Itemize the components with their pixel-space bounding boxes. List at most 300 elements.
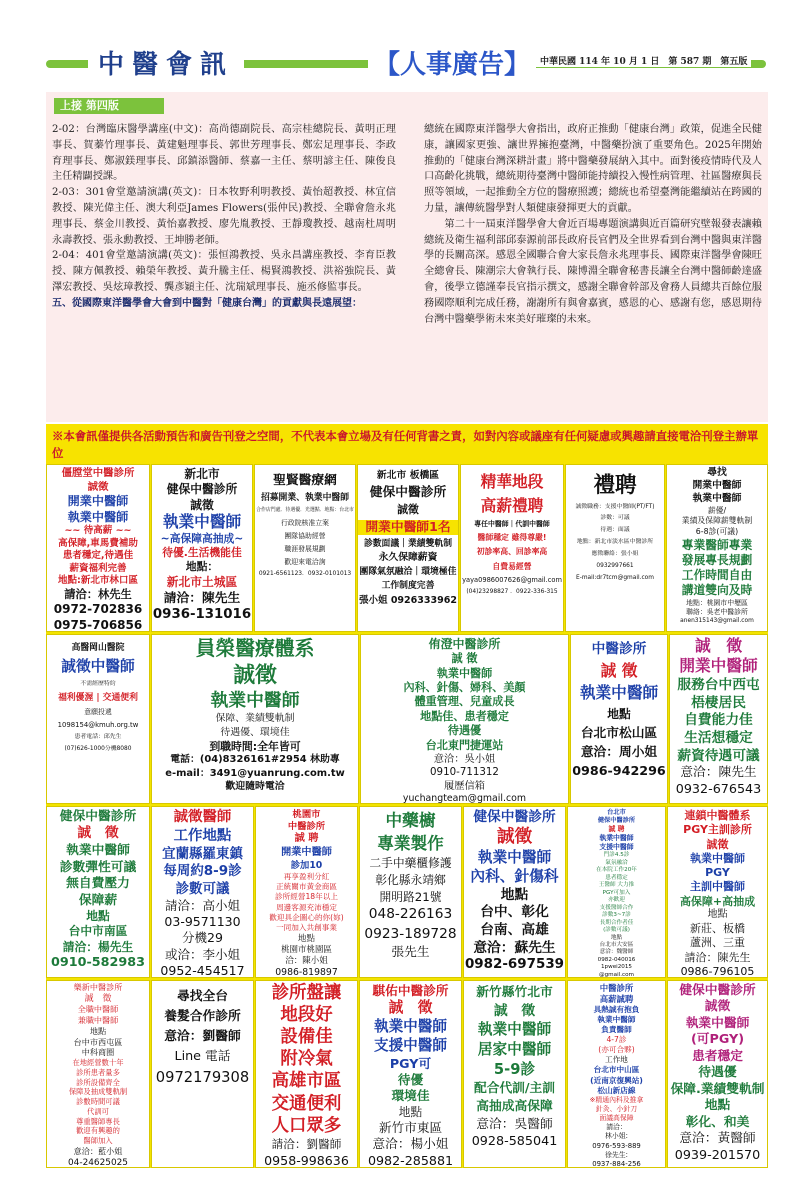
ad-text-line: 聯絡：吳老中醫診所: [686, 608, 748, 617]
ad-23-recruitment-ad: [359, 980, 462, 1168]
ad-text-line: 待遇：面議: [600, 527, 630, 534]
ad-text-line: 0982-285881: [367, 1152, 454, 1168]
ad-text-line: 意洽：楊小姐: [372, 1136, 449, 1152]
ad-text-line: @gmail.com: [599, 971, 634, 978]
ad-text-line: 健保中醫診所: [679, 983, 756, 998]
ad-text-line: 台北市松山區: [580, 724, 658, 740]
ad-text-line: 意洽：藍小姐: [73, 1145, 123, 1156]
ad-text-line: 意洽：周小姐: [580, 743, 658, 759]
ad-text-line: 地點:新北市林口區: [58, 575, 138, 587]
ad-text-line: 地點: [500, 886, 529, 903]
ad-text-line: 新北市 板橋區: [376, 470, 440, 482]
ad-text-line: 高醫岡山醫院: [71, 643, 125, 653]
ad-text-line: 請洽：劉醫師: [271, 1136, 342, 1151]
ad-text-line: 診所患者量多: [76, 1067, 120, 1077]
ad-21-recruitment-ad: [151, 980, 254, 1168]
ad-text-line: 意洽：陳先生: [680, 765, 757, 781]
ad-text-line: 意洽：吳醫師: [476, 1116, 553, 1132]
ad-text-line: yaya0986007626@gmail.com: [462, 575, 562, 584]
ad-text-line: 台北市中山區: [593, 1065, 640, 1075]
ad-text-line: (07)626-1000分機8080: [64, 745, 132, 752]
ad-text-line: 健保中醫診所: [166, 482, 238, 497]
ad-11-recruitment-ad: [570, 634, 668, 804]
ad-24-recruitment-ad: [463, 980, 566, 1168]
ad-text-line: 福利優渥 | 交通便利: [58, 692, 138, 703]
ad-text-line: 應徵聯絡：張小姐: [591, 551, 639, 558]
ad-text-line: 誠徵: [87, 480, 109, 493]
ad-text-line: 醫師加入: [83, 1136, 113, 1146]
ad-text-line: 0932997661: [596, 562, 634, 569]
ad-text-line: 請洽：: [606, 1123, 627, 1132]
ad-text-line: 員榮醫療體系: [195, 637, 315, 661]
ad-text-line: 患者穩定: [692, 1048, 743, 1064]
ad-text-line: 薪資福利完善: [69, 562, 127, 574]
article-paragraph: 2-03：301會堂邀請演講(英文)：日本牧野利明教授、黃怡超教授、林宜信教授、陳光偉主任、澳大利亞James Flowers(張仲民)教授、全聯會詹永兆理事長、蔡金川教授、黃怡嘉教授、廖先胤教授、王靜瓊教授、越南杜周明永壽教授、張永勳教授、王坤勝老師。: [52, 187, 396, 246]
ad-text-line: 台南、高雄: [480, 921, 549, 938]
ad-text-line: 尊重醫師專長: [76, 1116, 120, 1126]
ad-text-line: 合作店門處．待遇優．光選點．地點：台北市: [256, 507, 354, 514]
ad-text-line: PGY: [705, 866, 730, 880]
ad-text-line: 地點: [607, 706, 631, 721]
ad-text-line: 高雄市區: [271, 1071, 342, 1092]
ad-text-line: 歡迎有興趣的: [76, 1126, 120, 1136]
ad-text-line: 再享盈利分紅: [283, 872, 330, 882]
ad-text-line: 誠徵醫師: [173, 809, 232, 825]
ad-text-line: 0958-998636: [264, 1152, 349, 1168]
ad-text-line: 林小姐:: [605, 1132, 628, 1141]
ad-text-line: 誠 徵: [84, 993, 112, 1004]
ad-text-line: 意願投遞: [84, 708, 112, 717]
article-left-column: [52, 122, 396, 312]
ad-text-line: 每周約8-9診: [163, 863, 242, 880]
ad-text-line: 歡迎具企圖心的你(妳): [269, 912, 344, 922]
ad-text-line: 工作時間自由: [681, 568, 753, 583]
ad-25-recruitment-ad: [567, 980, 666, 1168]
ad-text-line: 具熱誠有抱負: [593, 1005, 640, 1014]
ad-text-line: 0986-796105: [680, 965, 755, 978]
ad-text-line: 團隊協助經營: [284, 532, 326, 541]
ad-3-recruitment-ad: [254, 464, 356, 632]
ad-text-line: 台北東門捷運站: [425, 738, 504, 752]
ad-text-line: 0928-585041: [471, 1134, 558, 1150]
ad-text-line: 保障薪: [78, 892, 118, 908]
ad-text-line: 0921-6561123．0932-0101013: [258, 571, 352, 578]
ad-text-line: 健保中醫診所: [473, 809, 556, 825]
ad-text-line: 交通便利: [271, 1093, 342, 1114]
ad-text-line: 診所經營18年以上: [275, 892, 338, 902]
ad-text-line: 到職時間:全年皆可: [209, 739, 301, 753]
ad-text-line: 地段好: [280, 1005, 333, 1026]
ad-text-line: 新北市土城區: [166, 575, 238, 590]
ad-text-line: 梧棲居民: [691, 694, 746, 711]
ad-text-line: 診數：可議: [600, 515, 630, 522]
ad-text-line: 歡迎來電洽詢: [284, 558, 326, 567]
ad-text-line: 高保障+高抽成: [679, 894, 756, 908]
ad-text-line: 意洽：蘇先生: [473, 939, 556, 956]
ad-20-recruitment-ad: [46, 980, 150, 1168]
ad-text-line: 電話：(04)8326161#2954 林助專: [170, 754, 340, 766]
article-paragraph: 2-04：401會堂邀請演講(英文)：張恒鴻教授、吳永昌講座教授、李育臣教授、陳方佩教授、賴榮年教授、黃升騰主任、楊賢鴻教授、洪裕強院長、黃澤宏教授、吳炫璋教授、龔彥穎主任、沈瑞斌理事長、施丞修監事長。: [52, 250, 396, 293]
ad-text-line: 支援中醫師: [599, 843, 634, 852]
ad-text-line: 請洽：陳先生: [684, 950, 751, 964]
article-paragraph: 總統在國際東洋醫學大會指出，政府正推動「健康台灣」政策，促進全民健康，讓國家更強、讓世界擁抱臺灣，中醫藥扮演了重要角色。2025年開始推動的「健康台灣深耕計畫」將中醫藥發展納入其中。面對後疫情時代及人口高齡化挑戰，總統期待臺灣中醫師能持續投入慢性病管理、社區醫療與長照等領域，一起推動全方位的醫療照護；總統也希望臺灣能繼續站在跨國的力量，讓傳統醫學對人類健康發揮更大的貢獻。: [424, 124, 762, 214]
ad-text-line: 誠 徵: [493, 1002, 536, 1019]
ad-text-line: 執業中醫師: [436, 666, 493, 680]
ad-text-line: 醫師穩定 雖得尊嚴!: [477, 533, 547, 543]
ad-15-recruitment-ad: [255, 806, 358, 978]
ad-text-line: 高抽成高保障: [476, 1098, 553, 1114]
ad-text-line: 蘆洲、三重: [690, 936, 745, 950]
ad-text-line: 周邊客源充沛穩定: [276, 902, 337, 912]
masthead: [46, 40, 766, 84]
ad-1-recruitment-ad: [46, 464, 150, 632]
ad-text-line: 048-226163: [368, 906, 453, 923]
ad-text-line: 地點: [610, 934, 623, 941]
ad-text-line: 執業中醫師: [579, 683, 659, 703]
ad-text-line: 負責醫師: [601, 1025, 632, 1035]
ad-text-line: 薪資待遇可議: [677, 747, 760, 764]
ad-text-line: 1098154@kmuh.org.tw: [57, 721, 139, 730]
ad-text-line: 待遇優: [698, 1065, 737, 1081]
ad-text-line: 開明路21號: [379, 889, 442, 904]
ad-text-line: 0910-582983: [51, 954, 145, 970]
article-right-column: [424, 122, 762, 327]
ad-text-line: 兼職中醫師: [77, 1015, 119, 1026]
ad-text-line: 1pwei2015: [600, 964, 632, 971]
ad-text-line: 請洽：林先生: [64, 587, 132, 601]
ad-6-recruitment-ad: [565, 464, 665, 632]
ad-text-line: 誠 徵: [77, 825, 119, 842]
ad-text-line: 0923-189728: [364, 925, 457, 942]
ad-text-line: Line 電話: [174, 1049, 231, 1065]
ad-text-line: E-mail:dr7tcm@gmail.com: [576, 574, 654, 581]
ad-text-line: 侑澄中醫診所: [428, 637, 501, 651]
ad-text-line: (近南京復興站): [590, 1075, 643, 1085]
disclaimer-notice: ※本會訊僅提供各活動預告和廣告刊登之空間，不代表本會立場及有任何背書之責，如對內容或議座有任何疑慮或興趣請直接電洽刊登主辦單位: [46, 424, 768, 464]
ad-text-line: 0972-702836: [53, 602, 143, 617]
ad-text-line: 誠徵: [706, 837, 729, 851]
ad-text-line: 支援中醫師: [373, 1036, 448, 1054]
ad-text-line: 主訓中醫師: [690, 880, 745, 894]
ad-text-line: 待優.生活機能佳: [162, 546, 242, 560]
ad-16-recruitment-ad: [359, 806, 462, 978]
ad-text-line: 團隊氣氛融洽｜環境極佳: [359, 567, 457, 578]
ad-12-recruitment-ad: [669, 634, 768, 804]
ad-text-line: 支援醫師合作: [599, 904, 634, 911]
ad-text-line: 患者穩定,待遇佳: [62, 550, 134, 562]
ad-text-line: 待優: [397, 1071, 424, 1087]
ad-text-line: 誠 聘: [608, 825, 625, 834]
ad-text-line: 內科、針傷科: [470, 867, 559, 885]
ad-text-line: yuchangteam@gmail.com: [402, 792, 527, 804]
ad-text-line: 開業中醫師: [679, 655, 758, 675]
ad-text-line: 聖賢醫療網: [273, 473, 337, 488]
ad-text-line: 新莊、板橋: [690, 922, 745, 936]
ad-text-line: 新竹市東區: [378, 1119, 443, 1135]
ad-text-line: 誠徵: [233, 662, 277, 688]
ad-text-line: 正統關市黃金商區: [276, 882, 337, 892]
ad-text-line: 請洽：高小姐: [164, 898, 241, 914]
ad-text-line: 代訓可: [87, 1106, 109, 1116]
ad-8-recruitment-ad: [46, 634, 150, 804]
newsletter-title: 中醫會訊: [88, 44, 244, 81]
ad-text-line: 開業中醫師: [692, 479, 742, 491]
ad-text-line: 專業醫師專業: [681, 537, 753, 552]
ad-text-line: 地點: [707, 908, 728, 920]
ad-text-line: 健保中醫診所: [369, 485, 447, 501]
ad-text-line: 執業中醫師: [162, 511, 242, 531]
ad-text-line: 誠 徵: [451, 652, 478, 666]
ad-text-line: PGY主訓診所: [683, 823, 752, 837]
ad-text-line: 意洽：黃醫師: [679, 1131, 756, 1147]
ad-text-line: 0982-040016: [597, 956, 636, 963]
ad-text-line: 自費易經營: [492, 561, 532, 571]
ad-text-line: 高薪禮聘: [480, 495, 544, 515]
ad-text-line: 新北市: [184, 467, 220, 481]
ad-text-line: 執業中醫師: [599, 834, 634, 843]
ad-text-line: 發展專長規劃: [681, 552, 753, 567]
ad-text-line: 或洽：李小姐: [164, 946, 241, 962]
ad-text-line: 台中、彰化: [480, 904, 549, 921]
ad-22-recruitment-ad: [255, 980, 358, 1168]
ad-18-recruitment-ad: [567, 806, 666, 978]
ad-text-line: 宜蘭縣羅東鎮: [162, 846, 243, 863]
ad-text-line: 新竹縣竹北市: [476, 984, 553, 1000]
ad-text-line: 4-7診: [606, 1035, 627, 1045]
ad-text-line: 尋找全台: [177, 989, 228, 1004]
ad-text-line: 誠徵: [190, 497, 214, 512]
ad-text-line: 0972179308: [155, 1069, 250, 1087]
ad-text-line: 03-9571130: [164, 914, 241, 930]
ad-text-line: 診加10: [290, 859, 323, 871]
ad-text-line: 中醫診所: [287, 821, 326, 833]
ad-text-line: 0932-676543: [675, 781, 762, 797]
ad-text-line: 二手中藥櫃修護: [369, 856, 452, 871]
ad-text-line: 一同加入共創事業: [276, 922, 337, 932]
ad-text-line: PGY可: [389, 1055, 432, 1071]
ad-text-line: 在地經營數十年: [72, 1058, 124, 1068]
ad-text-line: 執業中醫師: [477, 848, 552, 866]
ad-text-line: 開業中醫師: [67, 494, 129, 509]
ad-text-line: 執業中醫師: [66, 843, 130, 859]
ad-text-line: 地點：桃園市中壢區: [686, 598, 748, 607]
ad-text-line: 工作地點: [173, 827, 232, 844]
ad-19-recruitment-ad: [667, 806, 768, 978]
ad-text-line: 工作制度完善: [381, 581, 435, 592]
article-paragraph: 第二十一屆東洋醫學會大會近百場專題演講與近百篇研究壁報發表讓賴總統及衛生福利部邱泰源前部長政府長官們及全世界看到台灣中醫與東洋醫學的長關高深。感恩全國聯合會大家長詹永兆理事長、國際東洋醫學會陳旺全總會長、陳潮宗大會執行長、陳博淵全聯會秘書長讓全台灣中醫師齡達盛會，後學立德謹奉長官指示撰文，感謝全聯會幹部及會務人員總共百餘位服務國際順利完成任務，謝謝所有與會嘉賓，感恩的心、感謝有您，感恩期待台灣中醫藥學術未來美好璀璨的未來。: [424, 218, 762, 325]
ad-text-line: (可PGY): [690, 1032, 745, 1048]
ads-grid: [46, 464, 768, 1168]
ad-text-line: 地點: [398, 1104, 423, 1119]
ad-text-line: 執業中醫師: [477, 1021, 552, 1039]
ad-text-line: 保障及抽成雙軌制: [68, 1087, 128, 1097]
ad-text-line: 人口眾多: [271, 1115, 342, 1136]
ad-text-line: 附冷氣: [280, 1049, 333, 1070]
ad-text-line: e-mail：3491@yuanrung.com.tw: [165, 767, 345, 779]
ad-text-line: 診數3~7診: [602, 912, 631, 919]
ad-text-line: 5-9診: [493, 1061, 536, 1079]
article-paragraph: 五、從國際東洋醫學會大會到中醫對「健康台灣」的貢獻與長遠展望：: [52, 297, 362, 309]
continued-tag: 上接 第四版: [54, 98, 164, 114]
ad-text-line: 台中市西屯區: [73, 1036, 123, 1047]
ad-text-line: ※精通內科及推拿: [589, 1095, 644, 1104]
ad-text-line: 業績及保障薪雙軌制: [681, 516, 753, 526]
ad-text-line: 待遇優: [447, 724, 482, 738]
ad-text-line: 意洽：魏醫師: [599, 949, 634, 956]
ad-text-line: 養髮合作診所: [164, 1009, 241, 1025]
ad-text-line: 職涯發展規劃: [284, 545, 326, 554]
ad-text-line: ~高保障高抽成~: [160, 531, 244, 545]
ad-text-line: 0976-593-889: [592, 1141, 641, 1150]
ad-text-line: 招募開業、執業中醫師: [260, 493, 350, 504]
issue-meta: 中華民國 114 年 10 月 1 日 第 587 期 第五版: [536, 54, 751, 67]
ad-text-line: 執業中醫師: [373, 1018, 448, 1036]
ad-text-line: (04)23298827 ．0922-336-315: [466, 588, 558, 595]
ad-text-line: 0986-942296: [572, 763, 666, 779]
ad-text-line: 面議高保障: [599, 1114, 634, 1123]
ad-text-line: 服務台中西屯: [677, 676, 760, 693]
ad-17-recruitment-ad: [463, 806, 566, 978]
ad-text-line: 台中市南區: [68, 924, 128, 939]
ad-text-line: 0952-454517: [160, 962, 245, 978]
ad-text-line: 誠 徵: [600, 660, 638, 680]
ad-13-recruitment-ad: [46, 806, 150, 978]
ad-text-line: 騏佑中醫診所: [372, 983, 449, 998]
ad-text-line: 誠徵: [496, 826, 533, 847]
ad-text-line: 講道雙向及時: [681, 583, 753, 598]
ad-text-line: 環境佳: [391, 1088, 430, 1104]
section-title: 【人事廣告】: [368, 44, 536, 81]
ad-text-line: 針灸、小針刀: [595, 1104, 638, 1113]
ad-text-line: 執業中醫師: [597, 1015, 636, 1025]
ad-text-line: 專業製作: [377, 833, 444, 853]
ad-text-line: 0939-201570: [674, 1147, 761, 1163]
ad-5-recruitment-ad: [460, 464, 564, 632]
ad-text-line: 永久保障薪資: [378, 552, 438, 564]
ad-text-line: 請洽：陳先生: [163, 590, 241, 606]
ad-text-line: 意洽：劉醫師: [164, 1029, 241, 1045]
ad-text-line: 分機29: [182, 930, 223, 946]
ad-text-line: 請洽：楊先生: [62, 939, 134, 954]
ad-4-recruitment-ad: [357, 464, 459, 632]
ad-text-line: 中醫診所: [591, 641, 647, 658]
ad-text-line: 患者穩定: [605, 874, 628, 881]
ad-text-line: 長期合作者佳: [599, 919, 634, 926]
ad-text-line: 意洽：吳小姐: [433, 752, 496, 765]
ad-text-line: 待遇優、環境佳: [220, 726, 290, 738]
ad-text-line: 0975-706856: [53, 617, 143, 632]
ad-text-line: 內科、針傷、婦科、美顏: [403, 681, 526, 695]
ad-text-line: 健保中醫診所: [59, 809, 137, 824]
ad-text-line: 不需經歷特約: [80, 680, 116, 687]
ad-text-line: 中藥櫥: [385, 811, 436, 831]
ad-text-line: ~~ 待高薪 ~~: [64, 525, 132, 537]
ad-2-recruitment-ad: [151, 464, 253, 632]
ad-text-line: 彰化、和美: [685, 1114, 750, 1130]
ad-text-line: 開業中醫師: [281, 846, 332, 858]
ad-text-line: 地點：新北市淡水區中醫診所: [576, 539, 654, 546]
ad-text-line: 尋找: [707, 467, 727, 478]
ad-text-line: 04-24625025: [68, 1157, 128, 1168]
ad-text-line: 0936-131016: [152, 607, 252, 623]
ad-text-line: 在本院工作20年: [596, 867, 637, 874]
ad-text-line: 初診率高、回診率高: [476, 547, 548, 557]
ad-text-line: 洽：陳小姐: [285, 955, 328, 966]
ad-text-line: 地點: [298, 933, 315, 944]
ad-text-line: 張小姐 0926333962: [358, 594, 458, 606]
ad-text-line: 禮聘: [593, 473, 637, 498]
ad-text-line: 地點: [89, 1025, 107, 1036]
ad-text-line: 王醫師 大力推: [598, 882, 635, 889]
ad-26-recruitment-ad: [667, 980, 768, 1168]
ad-text-line: 徐先生:: [605, 1150, 628, 1159]
ad-text-line: 樂新中醫診所: [73, 982, 123, 992]
ad-text-line: 地點: [86, 909, 110, 924]
ad-text-line: 履歷信箱: [443, 779, 485, 792]
ad-text-line: 0937-884-256: [592, 1159, 641, 1168]
article-panel: [46, 92, 768, 422]
ad-text-line: 執業中醫師: [67, 509, 129, 524]
ad-14-recruitment-ad: [151, 806, 254, 978]
ad-text-line: 誠徵: [704, 999, 731, 1015]
ad-text-line: 誠 徵: [388, 999, 433, 1017]
ad-text-line: 開業中醫師1名: [358, 520, 458, 535]
ad-text-line: 僵膛堂中醫診所: [61, 467, 135, 479]
ad-text-line: 0986-819897: [275, 966, 338, 978]
ad-text-line: 工作地: [605, 1055, 628, 1065]
ad-text-line: 6-8診(可議): [695, 527, 739, 536]
ad-text-line: 誠徵職務：支援中醫師(PT/FT): [575, 503, 655, 510]
ad-text-line: 氣氛融洽: [605, 859, 628, 866]
ad-text-line: 健保中醫診所: [597, 817, 636, 825]
ad-text-line: 執業中醫師: [210, 690, 300, 712]
ad-text-line: 體重管理、兒童成長: [414, 695, 515, 709]
ad-text-line: 行政院核准立案: [280, 519, 329, 528]
ad-text-line: (亦可合夥): [598, 1045, 635, 1055]
ad-text-line: 張先生: [391, 944, 430, 960]
ad-text-line: 保障.業績雙軌制: [670, 1081, 765, 1097]
ad-text-line: 專任中醫師｜代訓中醫師: [474, 520, 550, 529]
ad-text-line: 桃園市桃園區: [281, 944, 332, 955]
ad-text-line: 中科商圈: [81, 1047, 115, 1058]
ad-text-line: anen315143@gmail.com: [680, 617, 754, 624]
ad-text-line: 亦歡迎: [608, 897, 625, 904]
ad-10-recruitment-ad: [360, 634, 569, 804]
ad-text-line: 全職中醫師: [77, 1004, 119, 1015]
ad-text-line: 地點: [704, 1098, 731, 1114]
ad-9-recruitment-ad: [151, 634, 359, 804]
ad-text-line: PGY可加入: [602, 889, 631, 896]
ad-text-line: 執業中醫師: [685, 1015, 750, 1031]
ad-text-line: 松山新店線: [597, 1085, 636, 1095]
ad-text-line: 保障、業績雙軌制: [215, 713, 295, 725]
ad-text-line: 診數面議｜業績雙軌制: [363, 538, 453, 549]
ad-text-line: 高薪誠聘: [599, 994, 634, 1004]
ad-text-line: 無自費壓力: [66, 876, 130, 892]
ad-text-line: 0910-711312: [430, 766, 499, 779]
ad-text-line: 診數時間可議: [76, 1097, 120, 1107]
ad-text-line: 歡迎隨時電洽: [225, 781, 285, 793]
ad-text-line: 診數彈性可議: [59, 859, 137, 875]
ad-text-line: 誠 徵: [695, 636, 742, 655]
ad-text-line: 配合代訓/主訓: [473, 1081, 556, 1097]
ad-text-line: 薪優/: [707, 505, 727, 515]
ad-text-line: 高保障,車馬費補助: [58, 537, 138, 549]
ad-text-line: 執業中醫師: [692, 492, 742, 504]
ad-text-line: 桃園市: [292, 809, 321, 820]
ad-text-line: 門診4.5診: [603, 852, 630, 859]
ad-text-line: 中醫診所: [599, 983, 634, 993]
